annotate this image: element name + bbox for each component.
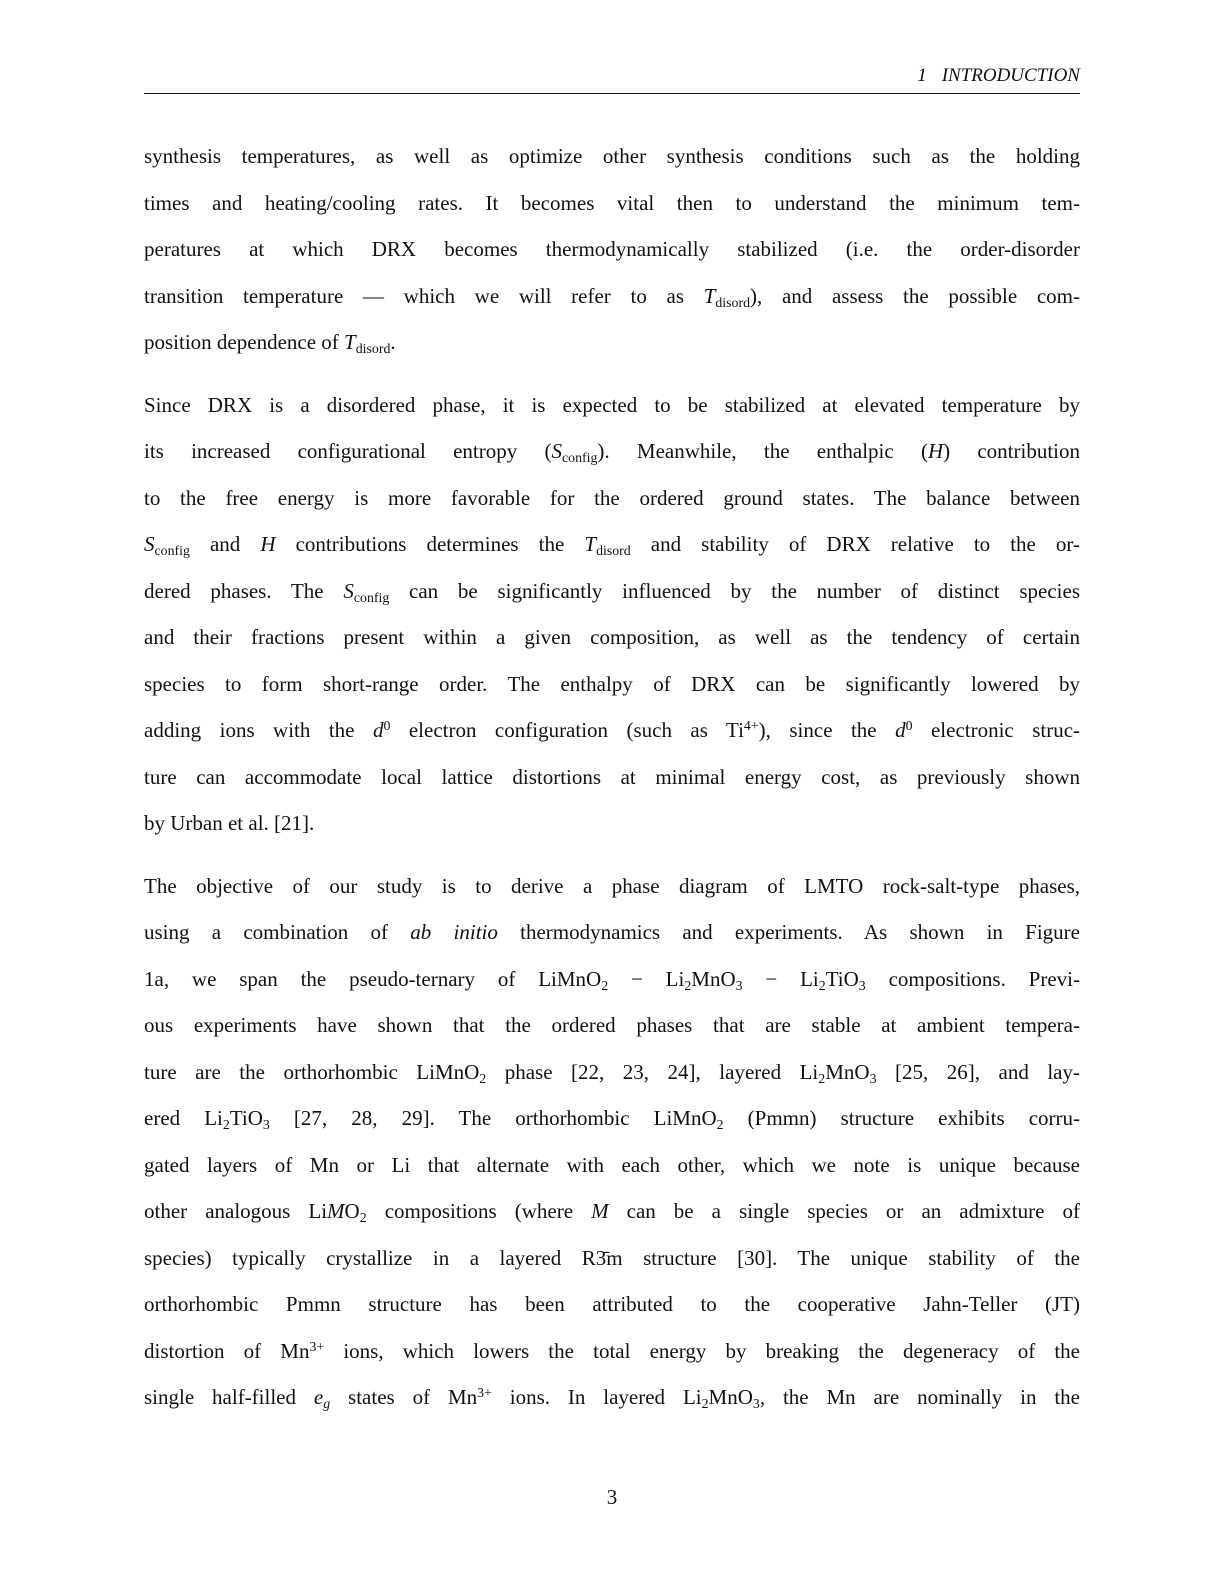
text-line: Since DRX is a disordered phase, it is expected to be stabilized at elevated temperature by [144,392,1080,417]
header-rule [144,93,1080,94]
text-line: gated layers of Mn or Li that alternate with each other, which we note is unique because [144,1152,1080,1177]
paragraph [144,133,1080,366]
page-header [917,64,1080,88]
section-number: 1 [917,65,927,86]
page-number: 3 [606,1485,618,1509]
text-line: using a combination of ab initio thermodynamics and experiments. As shown in Figure [144,920,1080,944]
text-line: by Urban et al. [21]. [144,811,315,835]
paragraph [144,382,1080,847]
text-line: peratures at which DRX becomes thermodynamically stabilized (i.e. the order-disorder [144,237,1080,261]
text-line: 1a, we span the pseudo-ternary of LiMnO$_2$ − $Li_2MnO_3 - Li_2TiO_3$ compositions. Previ- [144,966,1080,993]
text-line: orthorhombic Pmmn structure has been attributed to the cooperative Jahn-Teller (JT) [144,1292,1080,1316]
text-line: ture are the orthorhombic LiMnO$_2$ phase [22, 23, 24], layered $Li_2MnO_3$ [25, 26], and lay- [144,1059,1080,1086]
paragraph [144,863,1080,1421]
text-line: its increased configurational entropy $(S_{config})$. Meanwhile, the enthalpic (H) contribution [144,439,1080,465]
text-line: adding ions with the $d^0$ electron configuration (such as $Ti^{4+}$), since the $d^0$ electronic struc- [144,718,1081,742]
text-line: species) typically crystallize in a layered R3̄m structure [30]. The unique stability of the [144,1245,1080,1270]
text-line: other analogous LiMO$_2$ compositions (where M can be a single species or an admixture of [144,1199,1080,1225]
text-line: dered phases. The $S_{config}$ can be significantly influenced by the number of distinct species [144,578,1080,605]
text-line: synthesis temperatures, as well as optimize other synthesis conditions such as the holding [144,144,1080,168]
text-line: $S_{config}$ and H contributions determines the $T_{disord}$ and stability of DRX relative to the or- [144,532,1080,558]
text-line: ered $Li_2TiO_3$ [27, 28, 29]. The orthorhombic LiMnO$_2$ (Pmmn) structure exhibits corru- [144,1106,1080,1132]
section-title: INTRODUCTION [941,65,1080,86]
page-footer [144,1484,1080,1510]
text-line: The objective of our study is to derive a phase diagram of LMTO rock-salt-type phases, [144,873,1080,898]
body-text [144,133,1080,1437]
text-line: to the free energy is more favorable for the ordered ground states. The balance between [144,485,1080,510]
text-line: times and heating/cooling rates. It becomes vital then to understand the minimum tem- [144,190,1080,215]
text-line: transition temperature — which we will refer to as $T_{disord}$), and assess the possible com- [144,283,1080,310]
text-line: position dependence of $T_{disord}$. [144,330,396,356]
text-line: species to form short-range order. The enthalpy of DRX can be significantly lowered by [144,671,1080,696]
text-line: and their fractions present within a given composition, as well as the tendency of certain [144,625,1080,649]
text-line: ture can accommodate local lattice distortions at minimal energy cost, as previously shown [144,764,1080,789]
text-line: single half-filled $e_g$ states of $Mn^{3+}$ ions. In layered $Li_2MnO_3$, the Mn are nominally in the [144,1385,1080,1411]
text-line: distortion of $Mn^{3+}$ ions, which lowers the total energy by breaking the degeneracy of the [144,1338,1081,1363]
text-line: ous experiments have shown that the ordered phases that are stable at ambient tempera- [144,1013,1080,1037]
